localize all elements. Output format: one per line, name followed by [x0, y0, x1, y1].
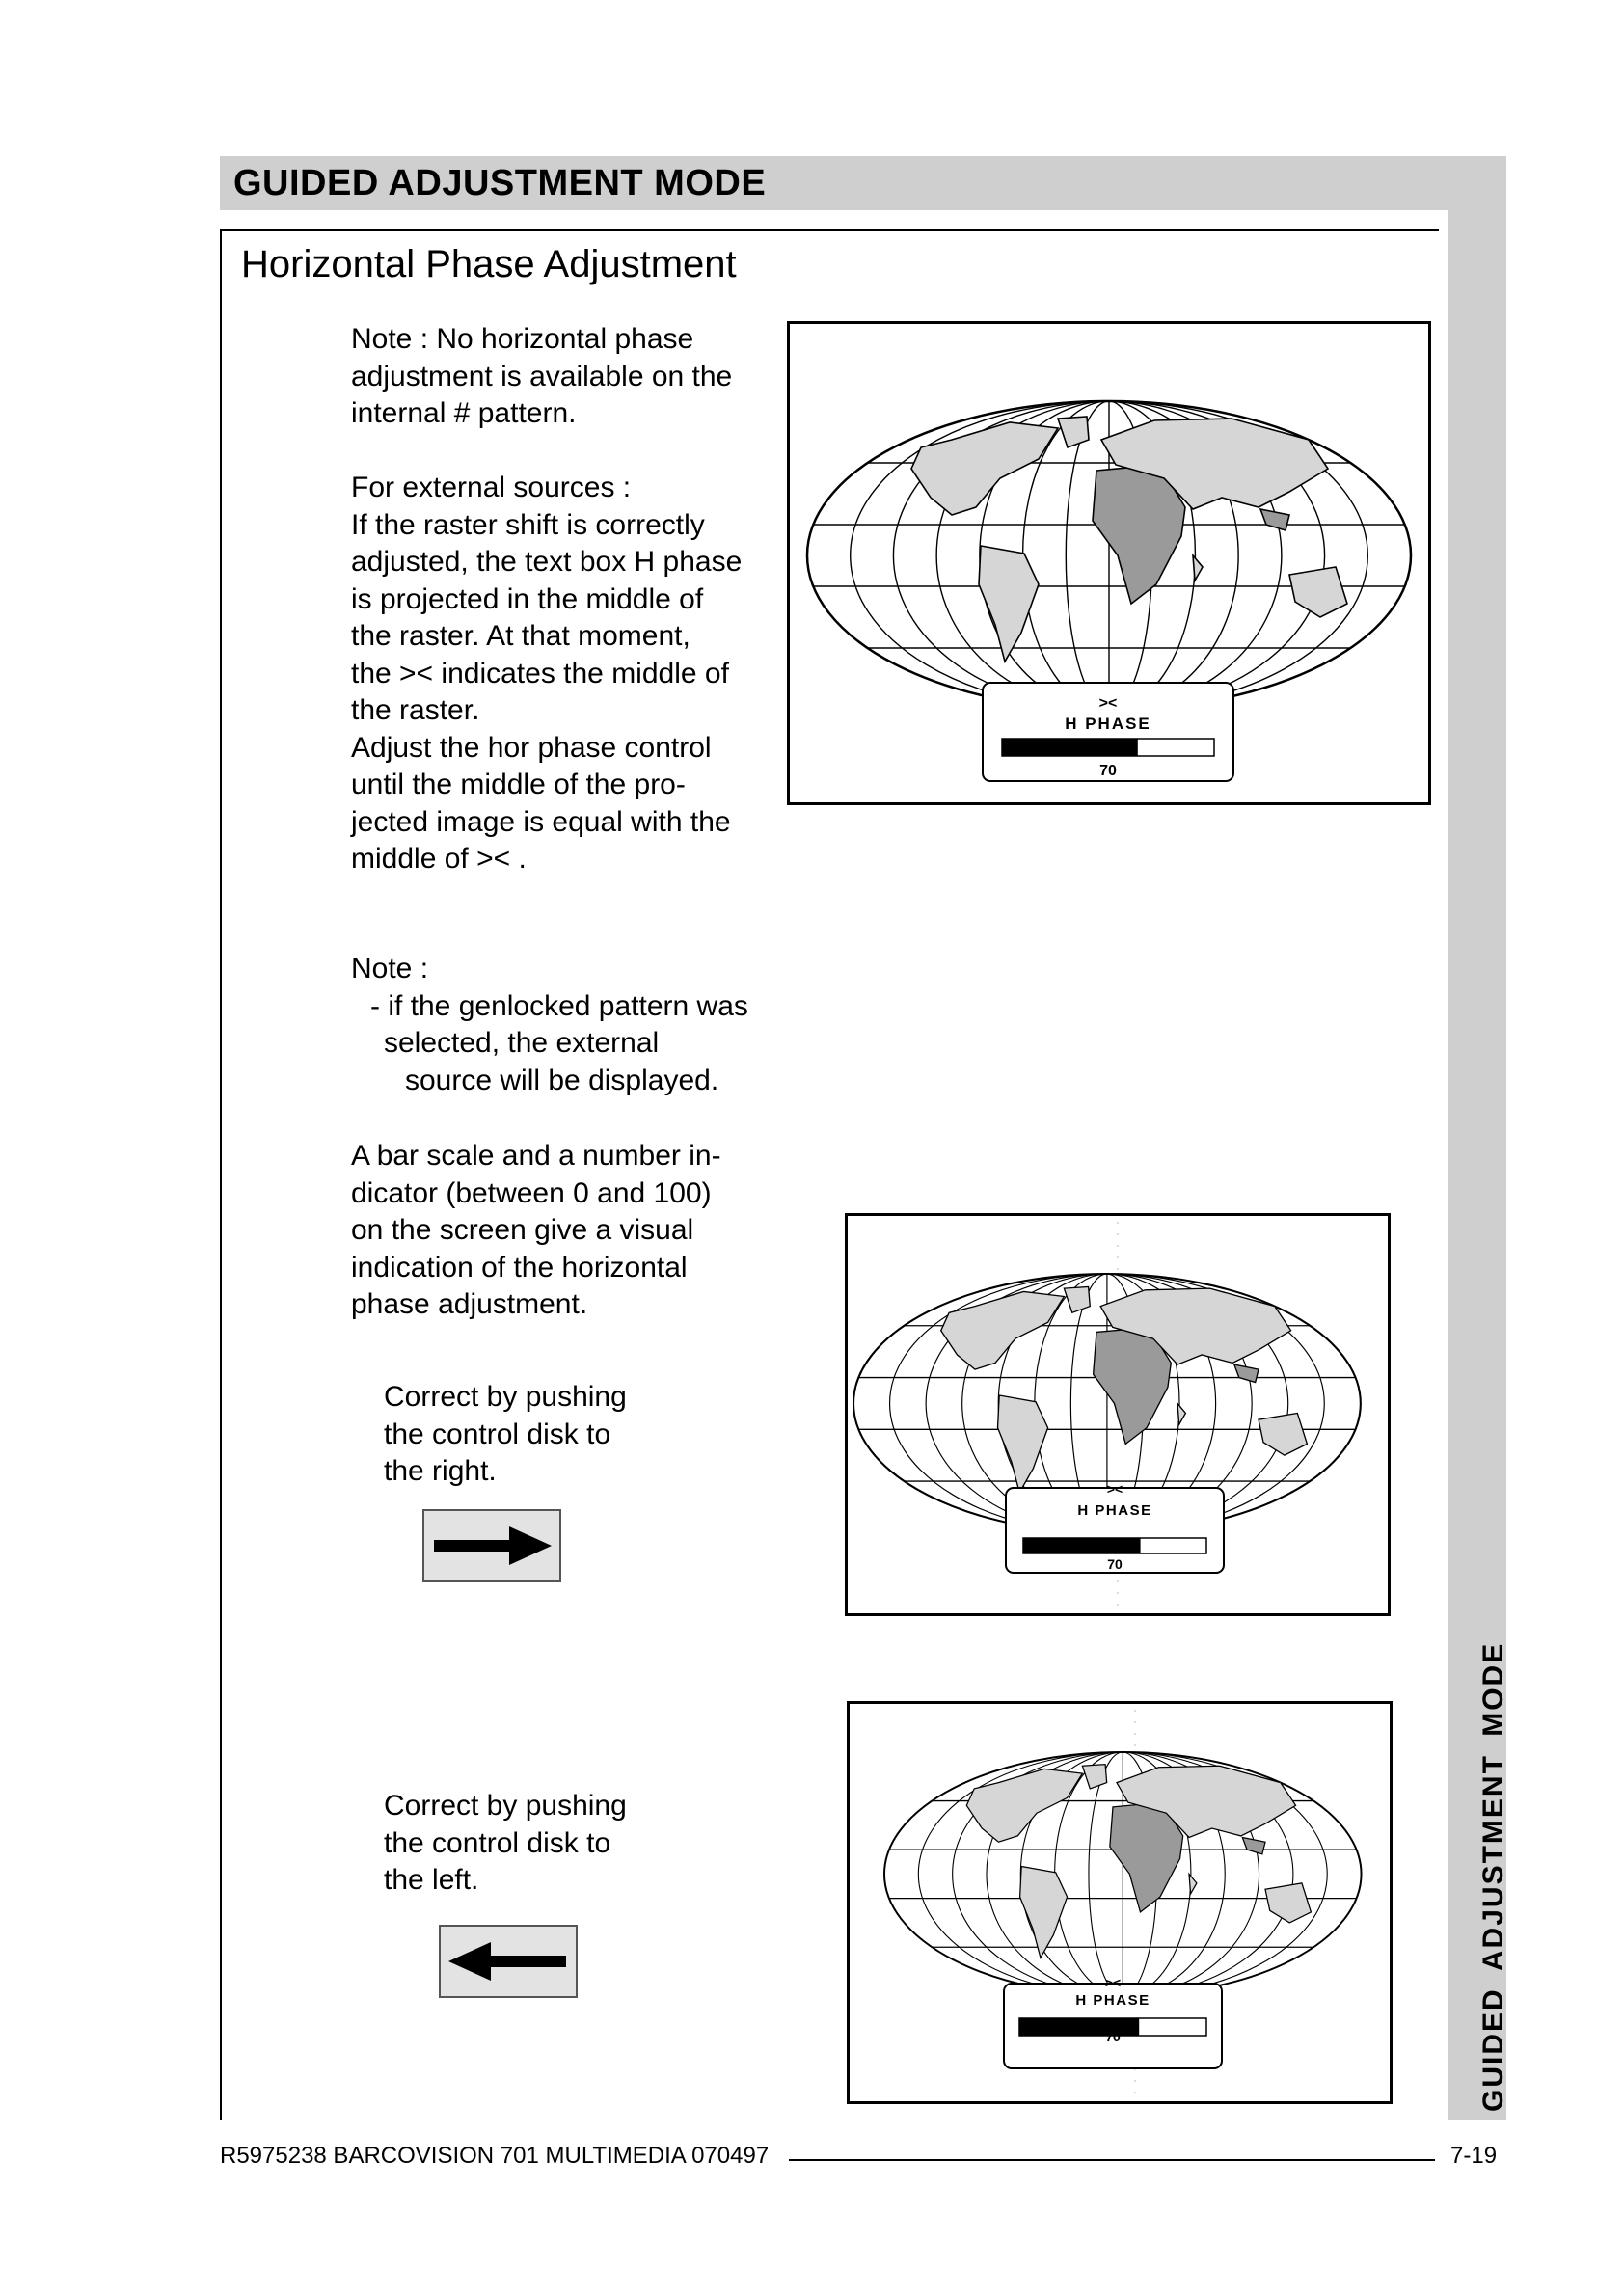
osd-value: 70 [1105, 2029, 1121, 2044]
note-no-phase [351, 321, 754, 433]
text-line: the >< indicates the middle of [351, 657, 729, 689]
osd-h-phase-box [1006, 1481, 1224, 1573]
correct-left-text [384, 1788, 627, 1900]
text-line: adjustment is available on the [351, 360, 733, 392]
page-title: GUIDED ADJUSTMENT MODE [233, 163, 767, 203]
figure-shifted-right [847, 1701, 1393, 2104]
text-line: until the middle of the pro- [351, 769, 686, 800]
left-arrow-icon [441, 1927, 576, 1996]
osd-label: H PHASE [1077, 1502, 1152, 1519]
left-divider [220, 230, 222, 2120]
osd-bar-fill [1019, 2018, 1139, 2036]
text-line: Correct by pushing [384, 1790, 627, 1822]
text-line: the control disk to [384, 1418, 611, 1450]
text-line: the raster. [351, 694, 480, 726]
left-arrow-box [439, 1925, 578, 1998]
text-line: adjusted, the text box H phase [351, 546, 743, 578]
text-line: dicator (between 0 and 100) [351, 1176, 712, 1209]
footer-divider [789, 2159, 1435, 2161]
osd-label: H PHASE [1075, 1992, 1150, 2009]
right-arrow-box [422, 1509, 561, 1582]
world-map-illustration [790, 324, 1428, 802]
osd-h-phase-box [983, 683, 1233, 781]
osd-bar-fill [1023, 1538, 1141, 1553]
footer-page-number: 7-19 [1450, 2143, 1498, 2169]
text-line: phase adjustment. [351, 1288, 588, 1320]
genlock-note [351, 951, 748, 1099]
text-line: selected, the external [384, 1027, 660, 1059]
text-line: For external sources : [351, 472, 632, 503]
osd-h-phase-box [1004, 1975, 1222, 2068]
footer-document-code: R5975238 BARCOVISION 701 MULTIMEDIA 070497 [220, 2143, 770, 2169]
world-map-illustration [848, 1216, 1388, 1613]
text-line: middle of >< . [351, 843, 527, 875]
osd-label: H PHASE [1065, 715, 1151, 733]
text-line: the right. [384, 1455, 497, 1487]
text-line: - if the genlocked pattern was [370, 989, 748, 1022]
figure-shifted-left [845, 1213, 1391, 1616]
text-line: jected image is equal with the [351, 805, 731, 838]
text-line: If the raster shift is correctly [351, 508, 705, 541]
text-line: the left. [384, 1864, 479, 1896]
text-line: source will be displayed. [405, 1064, 719, 1096]
external-sources-paragraph [351, 470, 754, 878]
side-tab-title: GUIDED ADJUSTMENT MODE [1477, 1641, 1509, 2112]
text-line: A bar scale and a number in- [351, 1140, 721, 1172]
osd-marker: >< [1104, 1975, 1122, 1990]
world-map [884, 1752, 1362, 1996]
text-line: internal # pattern. [351, 397, 577, 429]
text-line: on the screen give a visual [351, 1214, 694, 1246]
bar-scale-paragraph [351, 1138, 754, 1324]
osd-value: 70 [1107, 1556, 1123, 1572]
text-line: is projected in the middle of [351, 582, 704, 615]
osd-bar-fill [1002, 739, 1138, 756]
world-map-illustration [850, 1704, 1390, 2101]
figure-centered [787, 321, 1431, 805]
text-line: Adjust the hor phase control [351, 731, 712, 764]
right-arrow-icon [424, 1511, 559, 1580]
text-line: Note : [351, 953, 429, 985]
text-line: Note : No horizontal phase [351, 323, 694, 355]
section-title: Horizontal Phase Adjustment [241, 243, 737, 285]
osd-marker: >< [1106, 1481, 1123, 1497]
correct-right-text [384, 1379, 627, 1491]
osd-marker: >< [1098, 695, 1118, 712]
osd-value: 70 [1099, 763, 1117, 779]
text-line: indication of the horizontal [351, 1251, 688, 1283]
text-line: the control disk to [384, 1826, 611, 1859]
text-line: Correct by pushing [384, 1381, 627, 1413]
world-map [807, 401, 1411, 710]
top-divider [220, 230, 1439, 231]
text-line: the raster. At that moment, [351, 620, 690, 652]
